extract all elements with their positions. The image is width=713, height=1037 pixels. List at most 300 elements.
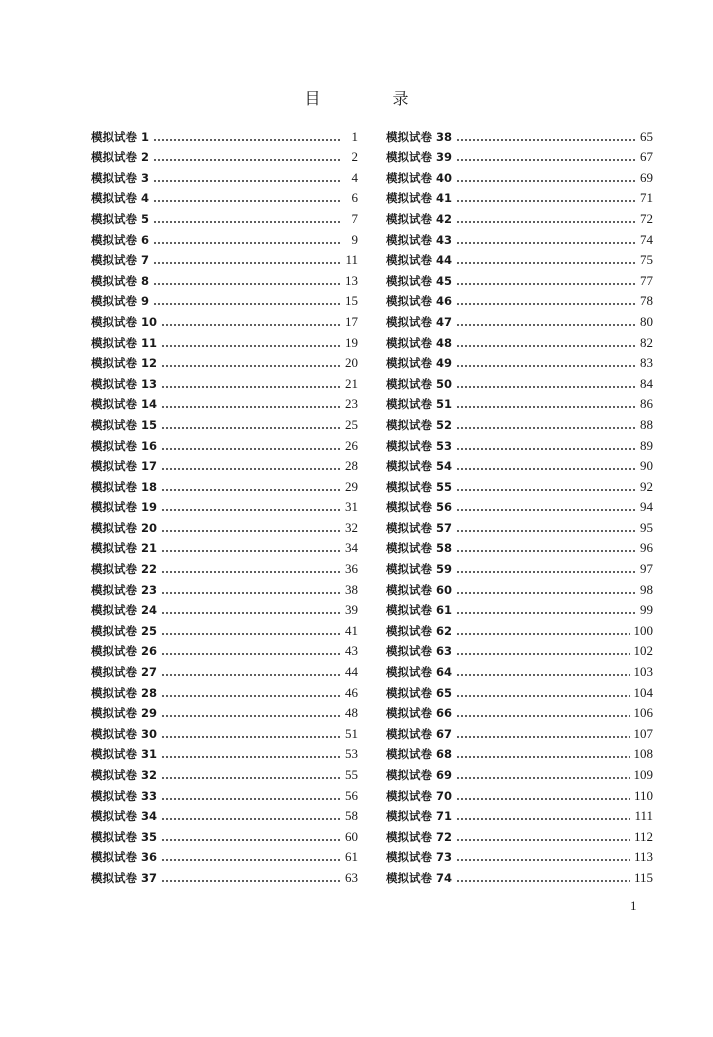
dot-leader: [456, 255, 635, 265]
toc-entry-page: 99: [640, 602, 653, 618]
toc-entry[interactable]: [386, 515, 653, 536]
toc-entry-label: 模拟试卷 25: [91, 623, 158, 638]
toc-entry-page: 69: [640, 169, 653, 185]
dot-leader: [161, 441, 340, 451]
toc-entry[interactable]: [386, 845, 653, 866]
toc-entry-page: 111: [634, 808, 653, 824]
dot-leader: [456, 379, 635, 389]
toc-entry[interactable]: [91, 227, 358, 248]
toc-entry[interactable]: [91, 454, 358, 475]
toc-entry-label: 模拟试卷 44: [386, 253, 453, 268]
toc-entry[interactable]: [386, 454, 653, 475]
toc-entry[interactable]: [386, 495, 653, 516]
page-number: 1: [630, 898, 637, 913]
toc-entry-page: 90: [640, 458, 653, 474]
toc-entry[interactable]: [386, 618, 653, 639]
toc-entry-page: 83: [640, 355, 653, 371]
toc-entry[interactable]: [91, 701, 358, 722]
toc-entry[interactable]: [386, 412, 653, 433]
dot-leader: [456, 235, 635, 245]
dot-leader: [456, 461, 635, 471]
toc-entry[interactable]: [386, 165, 653, 186]
toc-entry-label: 模拟试卷 52: [386, 417, 453, 432]
toc-entry-label: 模拟试卷 47: [386, 314, 453, 329]
toc-entry-label: 模拟试卷 17: [91, 459, 158, 474]
toc-entry-label: 模拟试卷 54: [386, 459, 453, 474]
toc-entry[interactable]: [386, 330, 653, 351]
toc-entry-page: 56: [345, 787, 358, 803]
dot-leader: [161, 358, 340, 368]
dot-leader: [456, 688, 629, 698]
dot-leader: [153, 152, 340, 162]
toc-entry-page: 82: [640, 334, 653, 350]
toc-entry-page: 106: [633, 705, 653, 721]
toc-entry-label: 模拟试卷 74: [386, 870, 453, 885]
toc-entry-label: 模拟试卷 36: [91, 850, 158, 865]
dot-leader: [456, 729, 629, 739]
toc-entry-label: 模拟试卷 28: [91, 685, 158, 700]
toc-entry-label: 模拟试卷 24: [91, 603, 158, 618]
toc-entry[interactable]: [386, 227, 653, 248]
toc-entry-page: 100: [633, 622, 653, 638]
toc-entry[interactable]: [91, 762, 358, 783]
toc-entry[interactable]: [91, 577, 358, 598]
toc-entry-label: 模拟试卷 40: [386, 170, 453, 185]
toc-entry[interactable]: [91, 824, 358, 845]
toc-entry-page: 13: [345, 272, 358, 288]
dot-leader: [161, 420, 340, 430]
toc-entry-label: 模拟试卷 69: [386, 768, 453, 782]
toc-entry-label: 模拟试卷 1: [91, 129, 150, 144]
toc-entry-page: 109: [633, 767, 653, 782]
toc-entry-label: 模拟试卷 60: [386, 582, 453, 597]
toc-entry-label: 模拟试卷 29: [91, 706, 158, 721]
toc-entry-page: 67: [640, 149, 653, 165]
toc-entry[interactable]: [91, 742, 358, 763]
dot-leader: [456, 317, 635, 327]
toc-entry-page: 84: [640, 375, 653, 391]
toc-entry[interactable]: [386, 762, 653, 783]
toc-entry-label: 模拟试卷 10: [91, 314, 158, 329]
toc-entry[interactable]: [386, 865, 653, 886]
toc-entry-label: 模拟试卷 65: [386, 685, 453, 700]
toc-entry-page: 25: [345, 416, 358, 432]
dot-leader: [456, 585, 635, 595]
dot-leader: [161, 585, 340, 595]
dot-leader: [456, 811, 630, 821]
toc-entry[interactable]: [91, 371, 358, 392]
toc-entry-page: 58: [345, 808, 358, 824]
dot-leader: [161, 873, 340, 883]
toc-entry[interactable]: [91, 330, 358, 351]
toc-entry-label: 模拟试卷 4: [91, 191, 150, 206]
toc-entry[interactable]: [386, 536, 653, 557]
toc-entry-page: 89: [640, 437, 653, 453]
dot-leader: [456, 770, 629, 780]
dot-leader: [153, 193, 340, 203]
toc-entry-label: 模拟试卷 50: [386, 376, 453, 391]
toc-entry-label: 模拟试卷 66: [386, 706, 453, 721]
toc-entry-label: 模拟试卷 64: [386, 665, 453, 680]
toc-entry-page: 80: [640, 313, 653, 329]
toc-entry-label: 模拟试卷 48: [386, 335, 453, 350]
toc-entry[interactable]: [386, 268, 653, 289]
toc-entry[interactable]: [386, 206, 653, 227]
toc-entry[interactable]: [386, 392, 653, 413]
toc-entry[interactable]: [91, 412, 358, 433]
toc-entry-page: 51: [345, 725, 358, 741]
dot-leader: [456, 482, 635, 492]
dot-leader: [456, 564, 635, 574]
toc-left-column: [91, 124, 358, 886]
toc-entry[interactable]: [386, 701, 653, 722]
toc-entry[interactable]: [386, 433, 653, 454]
toc-entry-label: 模拟试卷 20: [91, 520, 158, 535]
toc-entry-page: 77: [640, 272, 653, 288]
toc-entry-page: 23: [345, 396, 358, 412]
toc-entry-page: 38: [345, 581, 358, 597]
toc-entry[interactable]: [386, 659, 653, 680]
toc-entry-page: 95: [640, 519, 653, 535]
toc-entry-page: 98: [640, 581, 653, 597]
toc-entry-page: 78: [640, 293, 653, 309]
toc-entry[interactable]: [386, 124, 653, 145]
toc-entry[interactable]: [386, 474, 653, 495]
toc-entry[interactable]: [386, 639, 653, 660]
toc-entry-page: 15: [345, 293, 358, 309]
toc-entry-label: 模拟试卷 57: [386, 520, 453, 535]
toc-entry-label: 模拟试卷 41: [386, 191, 453, 206]
toc-entry-page: 72: [640, 210, 653, 226]
toc-entry[interactable]: [386, 783, 653, 804]
toc-entry[interactable]: [91, 351, 358, 372]
toc-entry-page: 53: [345, 746, 358, 762]
toc-entry-page: 20: [345, 355, 358, 371]
dot-leader: [161, 832, 340, 842]
toc-entry-label: 模拟试卷 63: [386, 644, 453, 659]
toc-entry-label: 模拟试卷 45: [386, 273, 453, 288]
toc-entry-label: 模拟试卷 62: [386, 623, 453, 638]
toc-entry[interactable]: [91, 124, 358, 145]
toc-entry-page: 4: [351, 169, 358, 185]
dot-leader: [161, 379, 340, 389]
dot-leader: [161, 791, 340, 801]
dot-leader: [456, 502, 635, 512]
toc-entry-page: 94: [640, 499, 653, 515]
toc-entry-label: 模拟试卷 42: [386, 211, 453, 226]
dot-leader: [153, 255, 340, 265]
toc-entry[interactable]: [386, 804, 653, 825]
toc-entry-page: 46: [345, 684, 358, 700]
toc-entry-label: 模拟试卷 71: [386, 809, 453, 824]
toc-entry-page: 112: [633, 828, 653, 844]
dot-leader: [153, 296, 340, 306]
toc-entry[interactable]: [91, 598, 358, 619]
toc-entry-label: 模拟试卷 12: [91, 356, 158, 371]
dot-leader: [161, 667, 340, 677]
toc-entry-page: 21: [345, 375, 358, 391]
toc-right-column: [386, 124, 653, 886]
toc-entry-page: 104: [633, 684, 653, 700]
toc-entry[interactable]: [386, 556, 653, 577]
toc-entry-label: 模拟试卷 21: [91, 541, 158, 556]
toc-entry[interactable]: [91, 721, 358, 742]
toc-entry-label: 模拟试卷 55: [386, 479, 453, 494]
dot-leader: [153, 214, 340, 224]
dot-leader: [161, 482, 340, 492]
dot-leader: [161, 688, 340, 698]
toc-entry[interactable]: [91, 618, 358, 639]
dot-leader: [161, 852, 340, 862]
toc-entry-label: 模拟试卷 32: [91, 768, 158, 782]
toc-entry-label: 模拟试卷 19: [91, 500, 158, 515]
toc-entry-label: 模拟试卷 11: [91, 335, 158, 350]
toc-entry-label: 模拟试卷 34: [91, 809, 158, 824]
toc-entry-page: 26: [345, 437, 358, 453]
toc-entry[interactable]: [91, 309, 358, 330]
dot-leader: [161, 770, 340, 780]
toc-entry-page: 9: [351, 231, 358, 247]
toc-entry[interactable]: [91, 206, 358, 227]
dot-leader: [456, 441, 635, 451]
toc-entry-page: 75: [640, 252, 653, 268]
toc-entry-label: 模拟试卷 37: [91, 870, 158, 885]
toc-entry-page: 61: [345, 849, 358, 865]
toc-entry[interactable]: [386, 289, 653, 310]
toc-entry[interactable]: [91, 804, 358, 825]
toc-entry-page: 103: [633, 664, 653, 680]
dot-leader: [456, 832, 630, 842]
toc-entry-label: 模拟试卷 18: [91, 479, 158, 494]
toc-entry-label: 模拟试卷 39: [386, 150, 453, 165]
toc-entry-page: 28: [345, 458, 358, 474]
toc-entry-label: 模拟试卷 26: [91, 644, 158, 659]
dot-leader: [161, 605, 340, 615]
dot-leader: [153, 173, 340, 183]
toc-entry-page: 74: [640, 231, 653, 247]
toc-entry-page: 63: [345, 869, 358, 885]
toc-entry-page: 108: [633, 746, 653, 762]
dot-leader: [456, 132, 635, 142]
toc-entry-label: 模拟试卷 51: [386, 397, 453, 412]
dot-leader: [456, 152, 635, 162]
dot-leader: [456, 667, 629, 677]
toc-entry-label: 模拟试卷 61: [386, 603, 453, 618]
toc-entry[interactable]: [91, 639, 358, 660]
dot-leader: [161, 523, 340, 533]
toc-entry-page: 92: [640, 478, 653, 494]
dot-leader: [161, 502, 340, 512]
dot-leader: [456, 214, 635, 224]
toc-entry-label: 模拟试卷 53: [386, 438, 453, 453]
toc-entry-page: 6: [351, 190, 358, 206]
toc-entry[interactable]: [91, 865, 358, 886]
toc-entry-label: 模拟试卷 13: [91, 376, 158, 391]
toc-entry-page: 86: [640, 396, 653, 412]
toc-entry-page: 29: [345, 478, 358, 494]
dot-leader: [456, 791, 630, 801]
toc-entry-page: 31: [345, 499, 358, 515]
toc-entry[interactable]: [91, 289, 358, 310]
toc-entry[interactable]: [91, 659, 358, 680]
toc-entry[interactable]: [91, 783, 358, 804]
toc-entry-label: 模拟试卷 58: [386, 541, 453, 556]
toc-entry-page: 19: [345, 334, 358, 350]
toc-entry[interactable]: [386, 371, 653, 392]
toc-entry[interactable]: [91, 268, 358, 289]
toc-entry-label: 模拟试卷 6: [91, 232, 150, 247]
toc-entry[interactable]: [386, 680, 653, 701]
toc-entry-page: 102: [633, 643, 653, 659]
toc-entry[interactable]: [386, 309, 653, 330]
dot-leader: [161, 626, 340, 636]
toc-entry[interactable]: [91, 536, 358, 557]
dot-leader: [161, 338, 340, 348]
toc-entry[interactable]: [386, 577, 653, 598]
toc-entry[interactable]: [386, 351, 653, 372]
toc-entry[interactable]: [91, 433, 358, 454]
toc-entry-label: 模拟试卷 73: [386, 850, 453, 865]
toc-title: 目 录: [304, 89, 437, 108]
dot-leader: [161, 749, 340, 759]
toc-entry-label: 模拟试卷 43: [386, 232, 453, 247]
toc-entry[interactable]: [386, 598, 653, 619]
toc-entry-label: 模拟试卷 31: [91, 747, 158, 762]
dot-leader: [161, 564, 340, 574]
toc-entry-label: 模拟试卷 70: [386, 788, 453, 803]
toc-entry-page: 43: [345, 643, 358, 659]
toc-entry-label: 模拟试卷 5: [91, 211, 150, 226]
dot-leader: [153, 235, 340, 245]
toc-entry[interactable]: [91, 556, 358, 577]
toc-entry-page: 48: [345, 705, 358, 721]
toc-entry-label: 模拟试卷 46: [386, 294, 453, 309]
toc-entry-label: 模拟试卷 14: [91, 397, 158, 412]
dot-leader: [161, 543, 340, 553]
toc-entry[interactable]: [91, 145, 358, 166]
toc-entry-label: 模拟试卷 72: [386, 829, 453, 844]
dot-leader: [456, 296, 635, 306]
toc-entry-label: 模拟试卷 16: [91, 438, 158, 453]
toc-entry[interactable]: [91, 186, 358, 207]
toc-entry-page: 17: [345, 313, 358, 329]
dot-leader: [456, 276, 635, 286]
toc-entry-page: 1: [351, 128, 358, 144]
toc-entry-page: 11: [345, 252, 358, 268]
dot-leader: [153, 276, 340, 286]
toc-entry-page: 110: [633, 787, 653, 803]
dot-leader: [456, 749, 629, 759]
toc-entry-page: 55: [345, 767, 358, 782]
toc-entry-label: 模拟试卷 8: [91, 273, 150, 288]
toc-entry[interactable]: [386, 145, 653, 166]
dot-leader: [161, 461, 340, 471]
toc-entry-page: 97: [640, 561, 653, 577]
toc-entry[interactable]: [386, 721, 653, 742]
dot-leader: [456, 338, 635, 348]
toc-entry-page: 65: [640, 128, 653, 144]
toc-entry[interactable]: [386, 824, 653, 845]
toc-entry[interactable]: [91, 248, 358, 269]
toc-entry[interactable]: [91, 474, 358, 495]
toc-entry-label: 模拟试卷 15: [91, 417, 158, 432]
toc-entry-page: 2: [351, 149, 358, 165]
toc-entry-label: 模拟试卷 23: [91, 582, 158, 597]
dot-leader: [456, 873, 630, 883]
toc-entry-page: 39: [345, 602, 358, 618]
toc-entry-page: 32: [345, 519, 358, 535]
dot-leader: [161, 646, 340, 656]
dot-leader: [161, 399, 340, 409]
toc-entry[interactable]: [386, 248, 653, 269]
dot-leader: [161, 708, 340, 718]
toc-entry-label: 模拟试卷 9: [91, 294, 150, 309]
toc-entry-page: 88: [640, 416, 653, 432]
toc-entry-label: 模拟试卷 22: [91, 562, 158, 577]
dot-leader: [456, 646, 629, 656]
toc-entry-label: 模拟试卷 35: [91, 829, 158, 844]
toc-entry-label: 模拟试卷 59: [386, 562, 453, 577]
toc-entry-page: 107: [633, 725, 653, 741]
toc-entry-label: 模拟试卷 2: [91, 150, 150, 165]
toc-entry-page: 41: [345, 622, 358, 638]
toc-entry-page: 36: [345, 561, 358, 577]
dot-leader: [456, 708, 629, 718]
dot-leader: [456, 523, 635, 533]
toc-entry[interactable]: [91, 165, 358, 186]
toc-entry[interactable]: [91, 392, 358, 413]
toc-entry-page: 71: [640, 190, 653, 206]
toc-entry-label: 模拟试卷 56: [386, 500, 453, 515]
toc-entry[interactable]: [386, 742, 653, 763]
toc-entry-label: 模拟试卷 49: [386, 356, 453, 371]
toc-entry-label: 模拟试卷 38: [386, 129, 453, 144]
toc-entry-page: 60: [345, 828, 358, 844]
toc-entry-page: 96: [640, 540, 653, 556]
toc-entry[interactable]: [386, 186, 653, 207]
toc-entry-label: 模拟试卷 67: [386, 726, 453, 741]
dot-leader: [456, 399, 635, 409]
toc-entry-page: 113: [633, 849, 653, 865]
toc-entry-label: 模拟试卷 68: [386, 747, 453, 762]
toc-entry-label: 模拟试卷 30: [91, 726, 158, 741]
dot-leader: [456, 543, 635, 553]
toc-entry-label: 模拟试卷 27: [91, 665, 158, 680]
dot-leader: [456, 193, 635, 203]
dot-leader: [456, 420, 635, 430]
toc-entry-page: 115: [633, 869, 653, 885]
toc-entry[interactable]: [91, 495, 358, 516]
toc-entry[interactable]: [91, 845, 358, 866]
dot-leader: [456, 173, 635, 183]
dot-leader: [161, 317, 340, 327]
toc-entry-page: 7: [351, 210, 358, 226]
dot-leader: [456, 626, 629, 636]
dot-leader: [456, 852, 630, 862]
toc-entry-page: 44: [345, 664, 358, 680]
toc-entry-label: 模拟试卷 7: [91, 253, 150, 268]
dot-leader: [456, 358, 635, 368]
toc-entry-page: 34: [345, 540, 358, 556]
toc-entry[interactable]: [91, 515, 358, 536]
toc-entry-label: 模拟试卷 3: [91, 170, 150, 185]
dot-leader: [161, 729, 340, 739]
dot-leader: [456, 605, 635, 615]
dot-leader: [153, 132, 340, 142]
dot-leader: [161, 811, 340, 821]
toc-entry[interactable]: [91, 680, 358, 701]
toc-entry-label: 模拟试卷 33: [91, 788, 158, 803]
